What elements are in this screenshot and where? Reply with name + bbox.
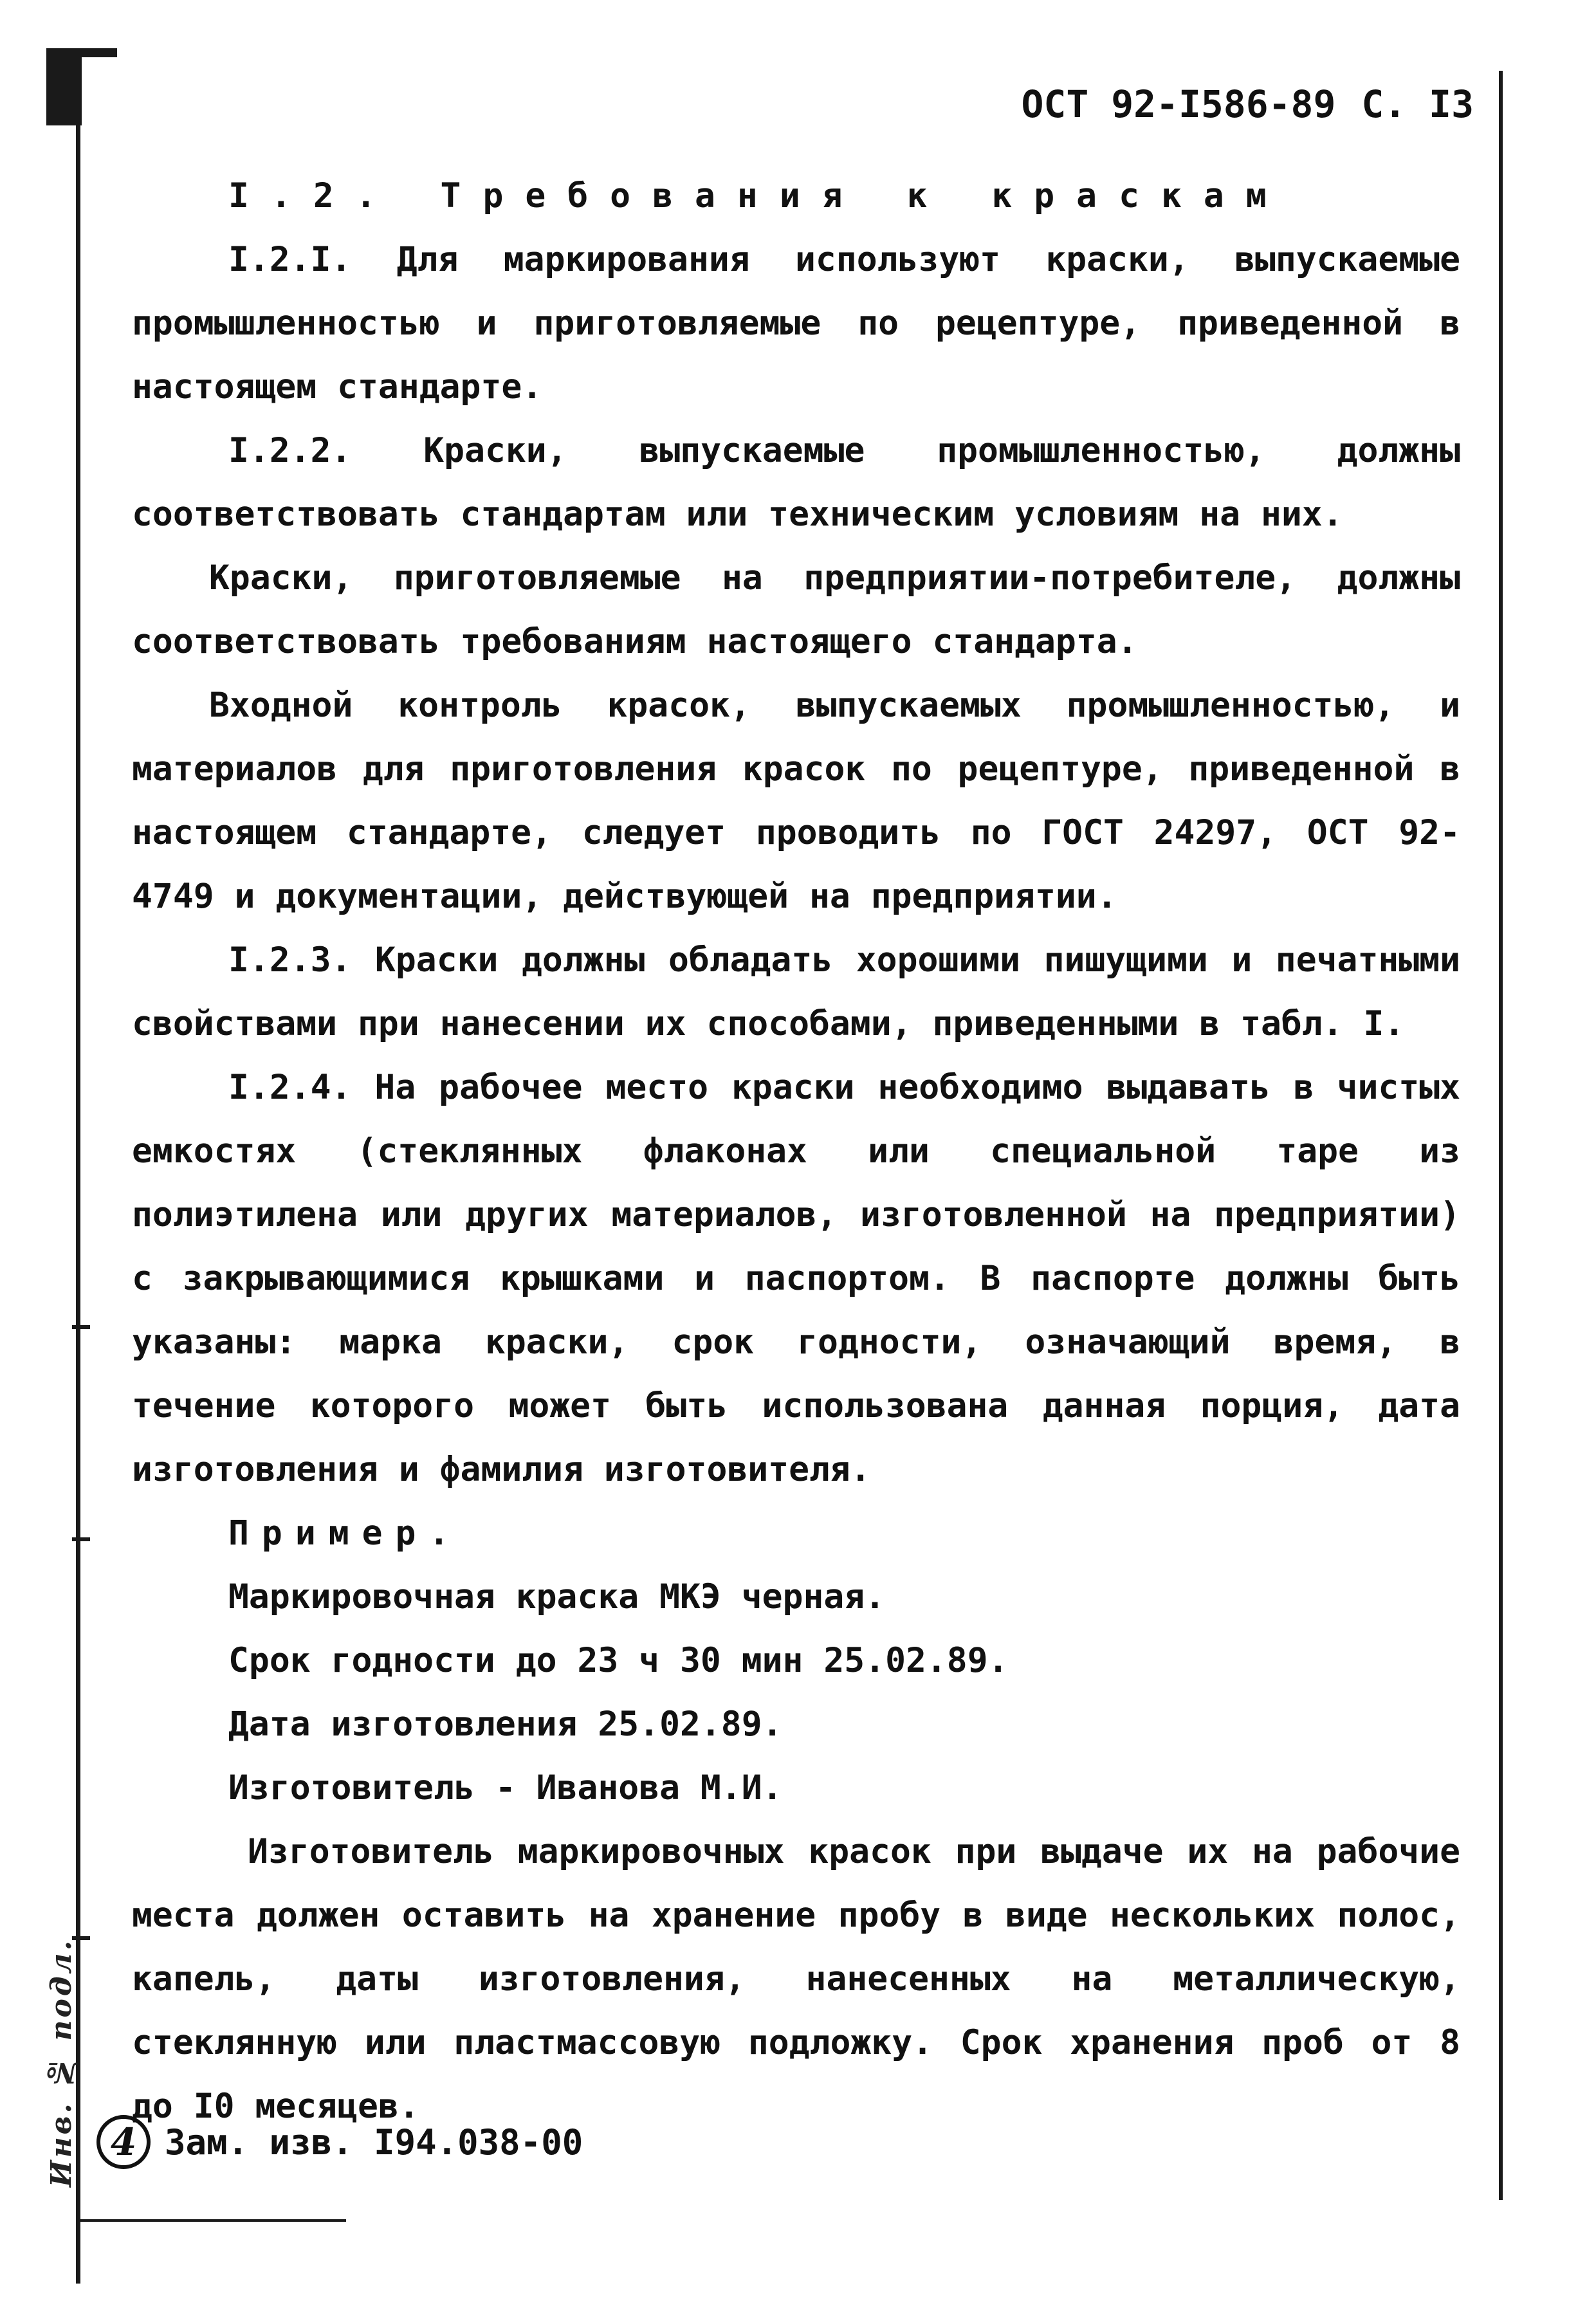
scan-artifact-corner-bar (46, 48, 117, 57)
right-frame-line (1499, 71, 1503, 2200)
paragraph-1-2-1: I.2.I. Для маркирования используют краски, выпускаемые промышленностью и приготовляемые по рецептуре, приведенной в настоящем стандарте. (132, 240, 1460, 407)
paragraph-paints-enterprise: Краски, приготовляемые на предприятии-потребителе, должны соответствовать требованиям настоящего стандарта. (132, 558, 1460, 661)
document-code: ОСТ 92-I586-89 (1021, 82, 1336, 126)
change-number-circle: 4 (96, 2115, 151, 2169)
paragraph-input-control: Входной контроль красок, выпускаемых промышленностью, и материалов для приготовления красок по рецептуре, приведенной в настоящем стандарте, следует проводить по ГОСТ 24297, ОСТ 92-4749 и документации, действующей на предприятии. (132, 686, 1460, 916)
paragraph-1-2-2: I.2.2. Краски, выпускаемые промышленностью, должны соответствовать стандартам или техническим условиям на них. (132, 431, 1460, 534)
frame-tick (72, 1325, 90, 1329)
example-line: Маркировочная краска МКЭ черная. (228, 1577, 886, 1616)
change-notice: Зам. изв. I94.038-00 (165, 2121, 583, 2163)
example-label: Пример. (228, 1514, 463, 1553)
example-line: Дата изготовления 25.02.89. (228, 1705, 783, 1744)
change-footer (96, 2115, 583, 2169)
paragraph-sample-storage: Изготовитель маркировочных красок при выдаче их на рабочие места должен оставить на хранение пробу в виде нескольких полос, капель, даты изготовления, нанесенных на металлическую, стеклянную или пластмассовую подложку. Срок хранения проб от 8 до I0 месяцев. (132, 1832, 1460, 2126)
page-header (1022, 82, 1474, 126)
example-line: Срок годности до 23 ч 30 мин 25.02.89. (228, 1641, 1009, 1680)
section-title: I.2. Требования к краскам (228, 176, 1289, 215)
page-number: С. I3 (1361, 82, 1474, 126)
document-body (132, 164, 1460, 2138)
frame-tick (72, 1537, 90, 1541)
side-stamp: Инв. № подл. (45, 1938, 78, 2187)
example-line: Изготовитель - Иванова М.И. (228, 1768, 783, 1808)
paragraph-1-2-3: I.2.3. Краски должны обладать хорошими пишущими и печатными свойствами при нанесении их способами, приведенными в табл. I. (132, 940, 1460, 1043)
paragraph-1-2-4: I.2.4. На рабочее место краски необходимо выдавать в чистых емкостях (стеклянных флаконах или специальной таре из полиэтилена или других материалов, изготовленной на предприятии) с закрывающимися крышками и паспортом. В паспорте должны быть указаны: марка краски, срок годности, означающий время, в течение которого может быть использована данная порция, дата изготовления и фамилия изготовителя. (132, 1068, 1460, 1489)
bottom-frame-line (76, 2219, 346, 2222)
